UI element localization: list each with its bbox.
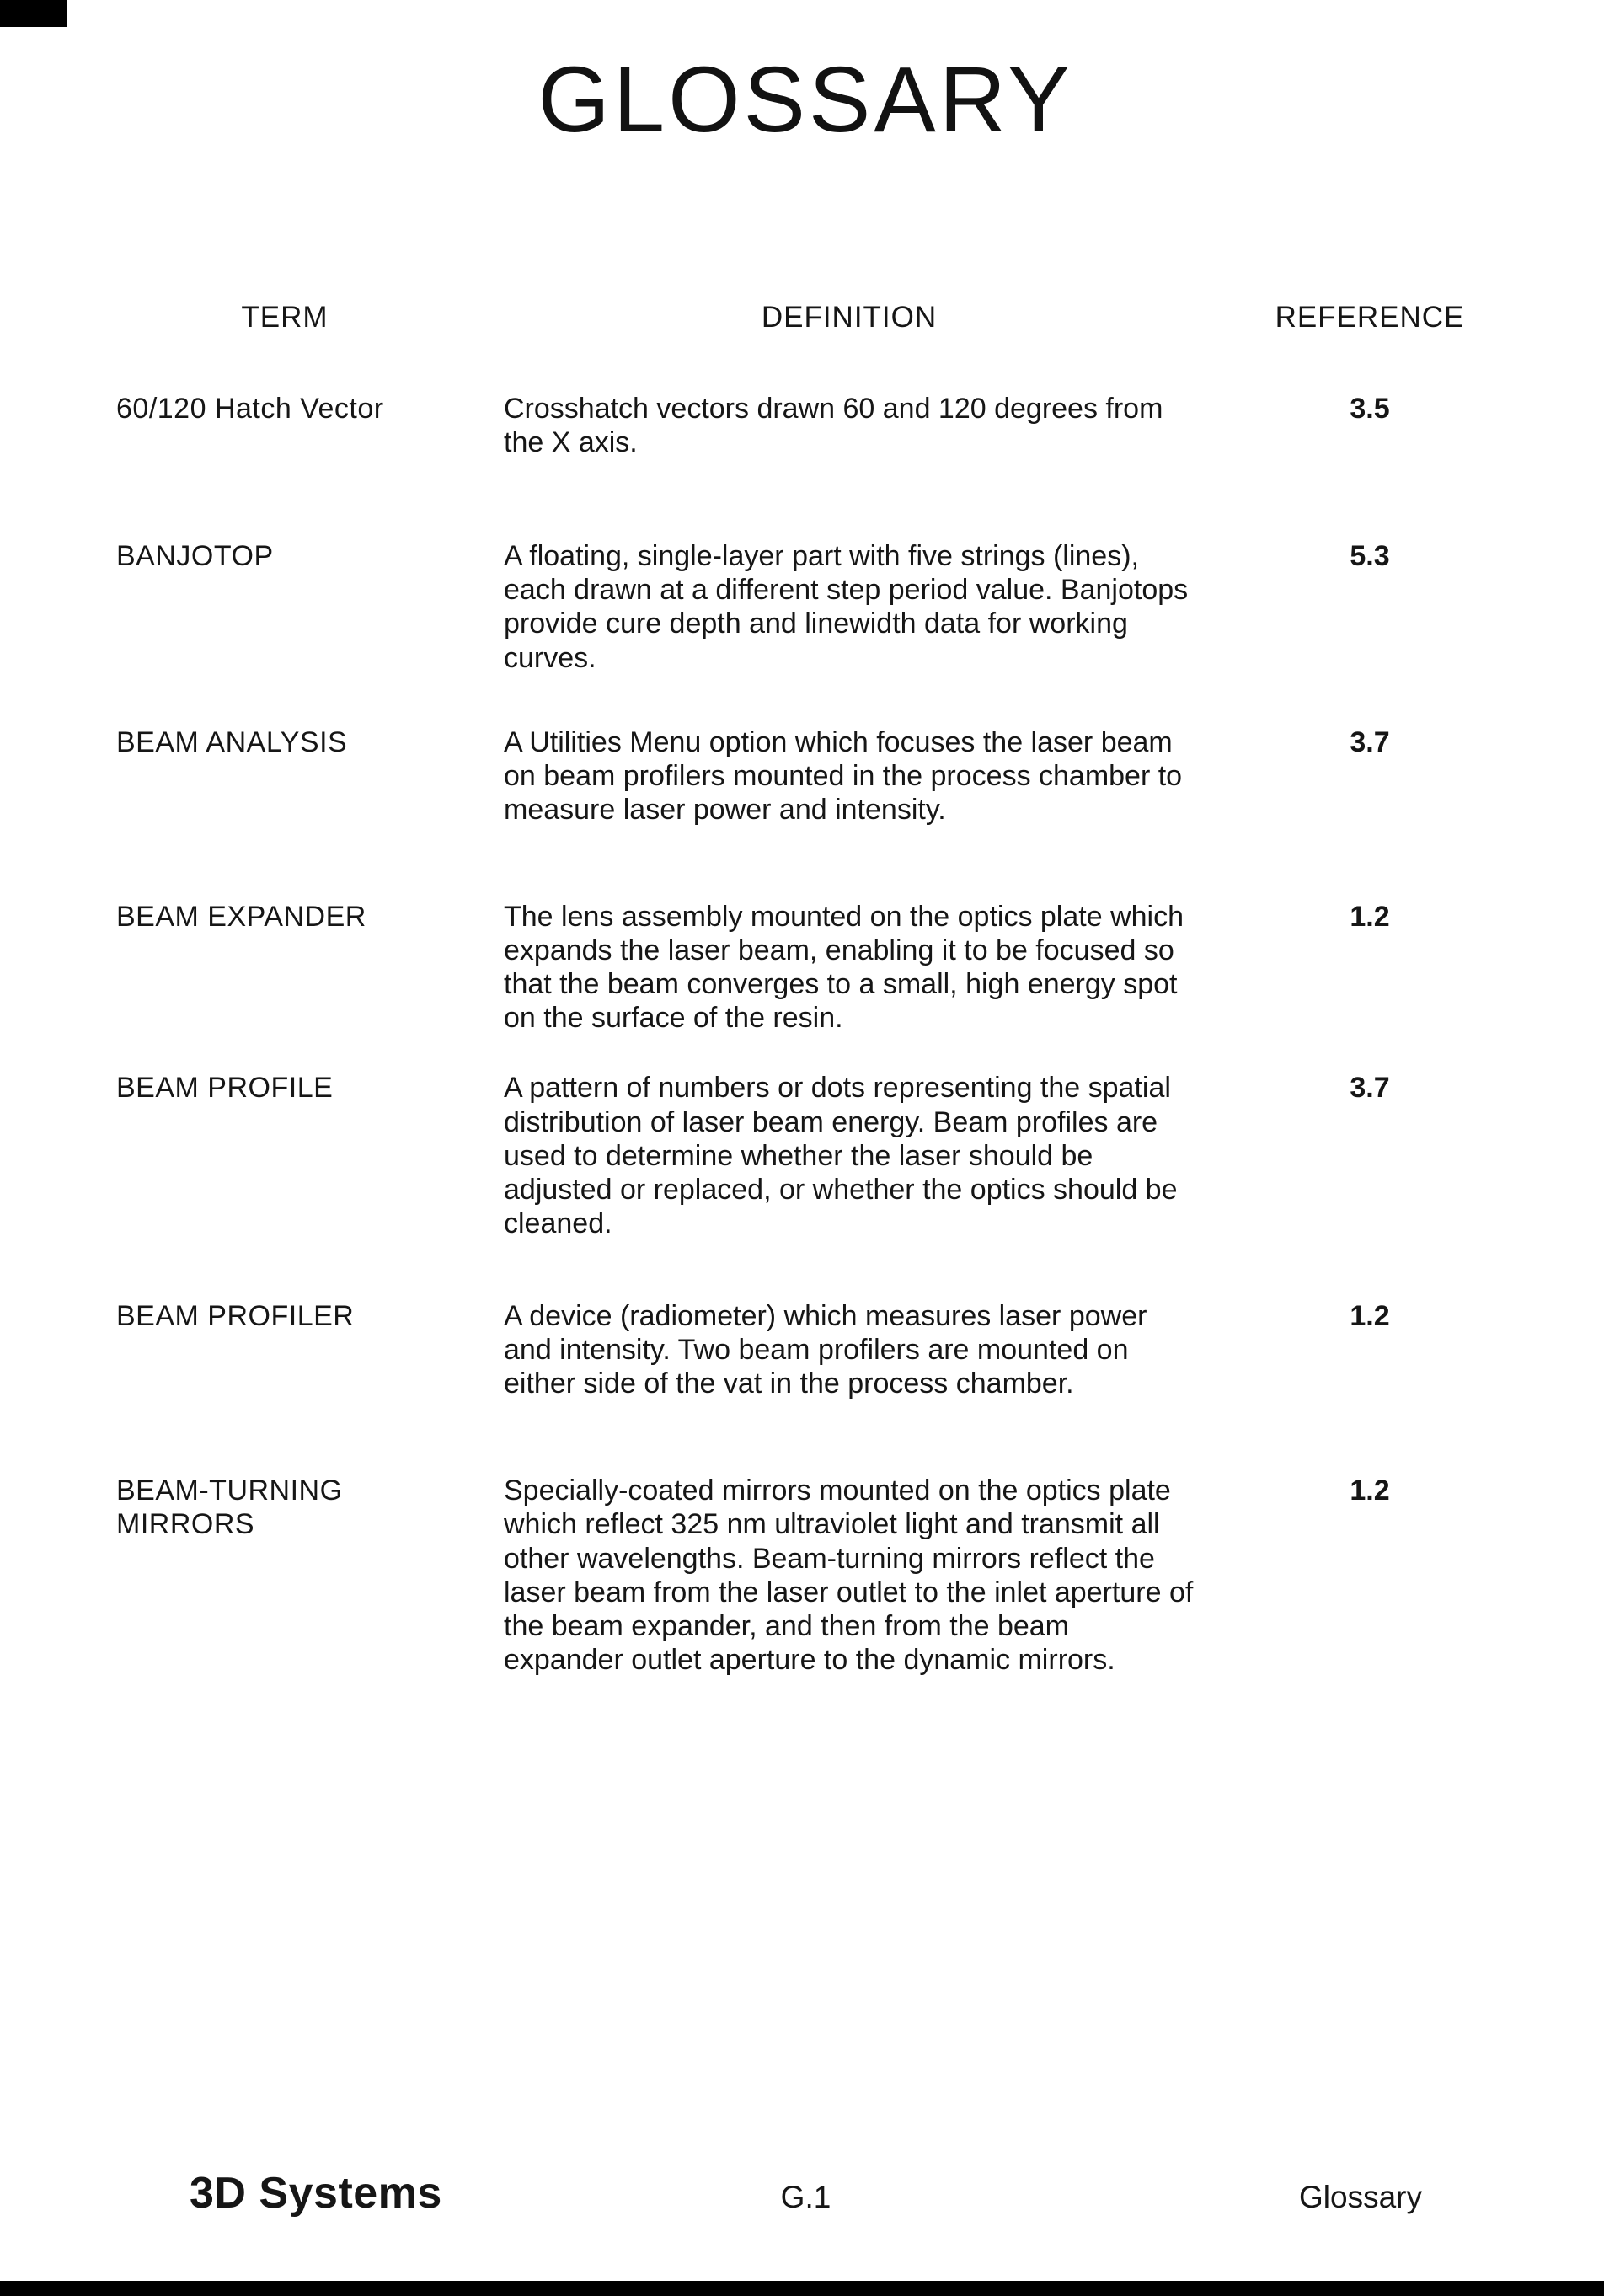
glossary-entry	[116, 725, 1494, 827]
column-header-row	[116, 301, 1494, 334]
definition-cell: A floating, single-layer part with five strings (lines), each drawn at a different step period value. Banjotops provide cure depth and linewidth data for working curves.	[504, 540, 1189, 674]
glossary-entry	[116, 900, 1494, 1035]
reference-cell: 3.7	[1350, 1072, 1390, 1105]
term-cell: BEAM-TURNING MIRRORS	[116, 1474, 343, 1541]
column-header-term: TERM	[241, 301, 329, 334]
page-title: GLOSSARY	[537, 48, 1073, 152]
definition-cell: A device (radiometer) which measures laser power and intensity. Two beam profilers are mounted on either side of the vat in the process chamber.	[504, 1299, 1147, 1400]
reference-cell: 5.3	[1350, 540, 1390, 573]
term-cell: 60/120 Hatch Vector	[116, 393, 384, 425]
term-cell: BEAM EXPANDER	[116, 900, 366, 933]
glossary-entry	[116, 539, 1494, 674]
definition-cell: A pattern of numbers or dots representing the spatial distribution of laser beam energy. Beam profiles are used to determine whether the laser should be adjusted or replaced, or whether the optics should be cleaned.	[504, 1072, 1178, 1239]
reference-cell: 1.2	[1350, 1474, 1390, 1507]
definition-cell: Crosshatch vectors drawn 60 and 120 degrees from the X axis.	[504, 393, 1163, 459]
scan-artifact-top-left	[0, 0, 67, 27]
reference-cell: 1.2	[1350, 1299, 1390, 1332]
glossary-entry	[116, 1299, 1494, 1400]
glossary-entry	[116, 1071, 1494, 1240]
page-footer	[0, 2168, 1604, 2218]
footer-section: Glossary	[1299, 2180, 1422, 2214]
reference-cell: 3.7	[1350, 725, 1390, 758]
reference-cell: 3.5	[1350, 393, 1390, 425]
definition-cell: The lens assembly mounted on the optics plate which expands the laser beam, enabling it to be focused so that the beam converges to a small, high energy spot on the surface of the resin.	[504, 900, 1184, 1035]
term-cell: BEAM PROFILER	[116, 1299, 355, 1332]
term-cell: BEAM ANALYSIS	[116, 725, 348, 758]
term-cell: BANJOTOP	[116, 540, 274, 573]
reference-cell: 1.2	[1350, 900, 1390, 933]
footer-page-number: G.1	[780, 2180, 831, 2214]
term-cell: BEAM PROFILE	[116, 1072, 334, 1105]
footer-company: 3D Systems	[190, 2169, 442, 2218]
definition-cell: Specially-coated mirrors mounted on the optics plate which reflect 325 nm ultraviolet light and transmit all other wavelengths. Beam-turning mirrors reflect the laser beam from the laser outlet to the inlet aperture of the beam expander, and then from the beam expander outlet aperture to the dynamic mirrors.	[504, 1474, 1194, 1676]
scan-artifact-bottom-bar	[0, 2281, 1604, 2296]
glossary-entry	[116, 392, 1494, 459]
column-header-reference: REFERENCE	[1275, 301, 1465, 334]
glossary-entries	[116, 392, 1494, 1677]
column-header-definition: DEFINITION	[761, 301, 938, 334]
definition-cell: A Utilities Menu option which focuses the laser beam on beam profilers mounted in the process chamber to measure laser power and intensity.	[504, 725, 1183, 826]
glossary-entry	[116, 1474, 1494, 1677]
